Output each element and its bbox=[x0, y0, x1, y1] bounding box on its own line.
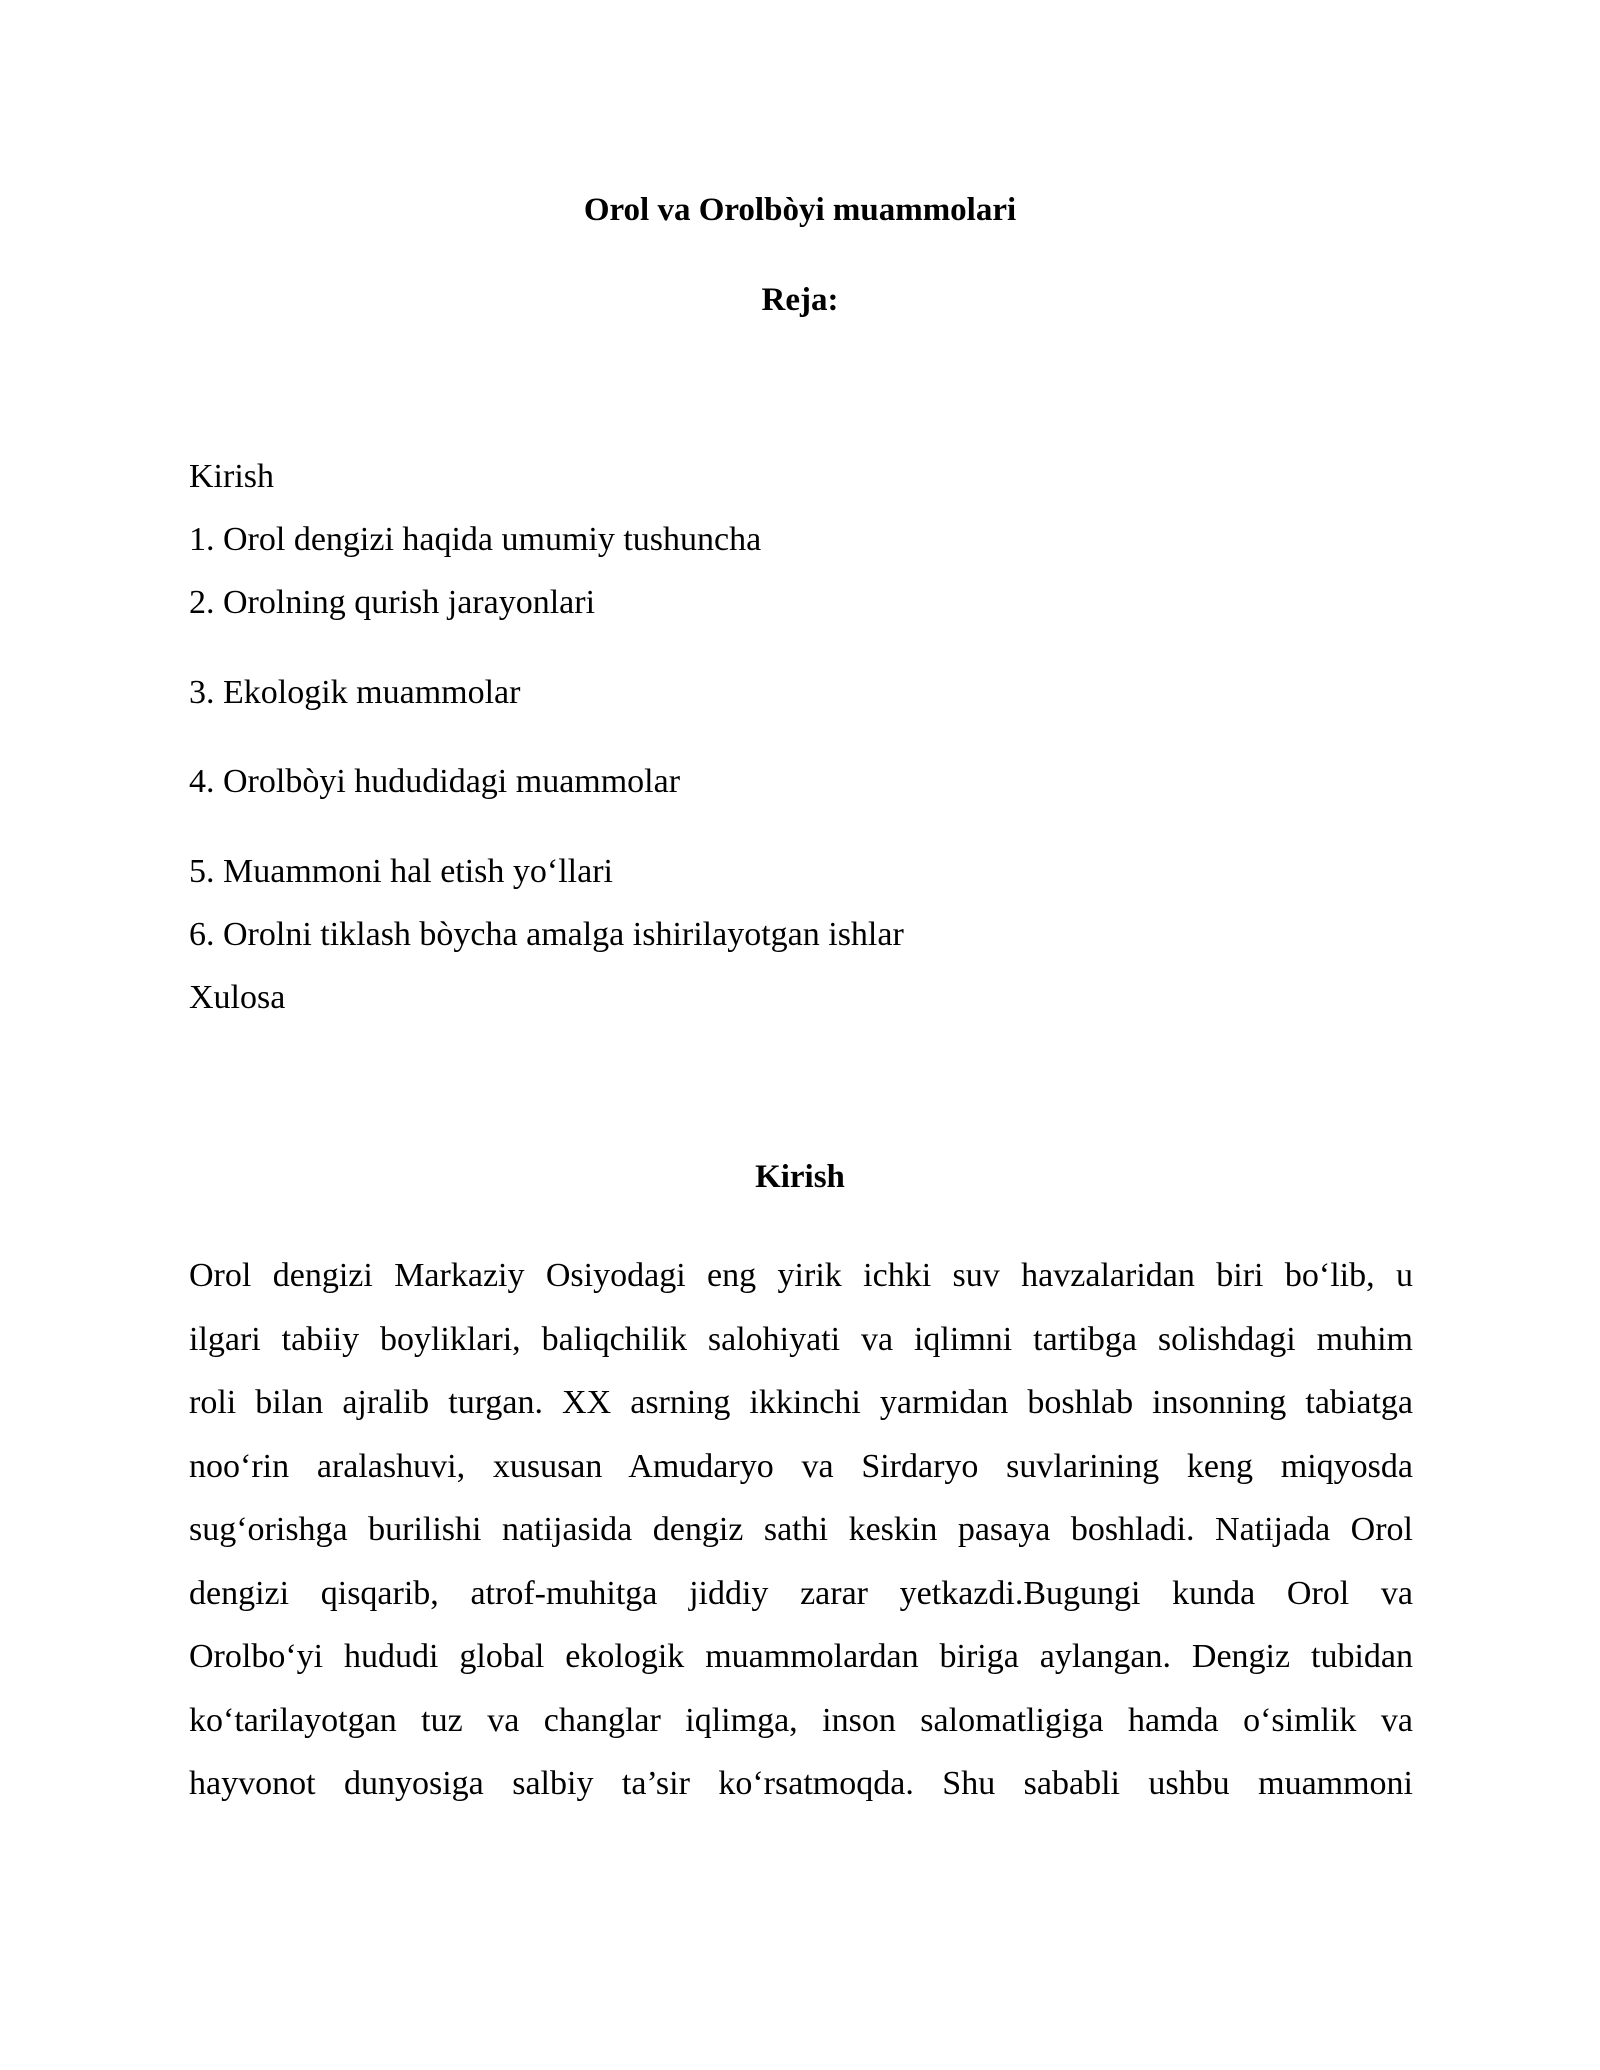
paragraph-line: dengizi qisqarib, atrof-muhitga jiddiy zarar yetkazdi.Bugungi kunda Orol va bbox=[189, 1574, 1413, 1612]
paragraph-line: Orolbo‘yi hududi global ekologik muammolardan biriga aylangan. Dengiz tubidan bbox=[189, 1638, 1413, 1675]
introduction-paragraph bbox=[189, 1244, 1413, 1816]
paragraph-line: sug‘orishga burilishi natijasida dengiz sathi keskin pasaya boshladi. Natijada Orol bbox=[189, 1511, 1413, 1548]
paragraph-line: ilgari tabiiy boyliklari, baliqchilik salohiyati va iqlimni tartibga solishdagi muhim bbox=[189, 1320, 1413, 1358]
plan-item-4: 4. Orolbòyi hududidagi muammolar bbox=[189, 763, 681, 800]
plan-item-3: 3. Ekologik muammolar bbox=[189, 674, 521, 711]
document-title: Orol va Orolbòyi muammolari bbox=[583, 192, 1017, 228]
plan-item-2: 2. Orolning qurish jarayonlari bbox=[189, 584, 596, 621]
paragraph-line: hayvonot dunyosiga salbiy ta’sir ko‘rsatmoqda. Shu sababli ushbu muammoni bbox=[189, 1765, 1413, 1802]
plan-item-6: 6. Orolni tiklash bòycha amalga ishirilayotgan ishlar bbox=[189, 916, 904, 953]
paragraph-line: roli bilan ajralib turgan. XX asrning ikkinchi yarmidan boshlab insonning tabiatga bbox=[189, 1384, 1413, 1421]
plan-item-introduction: Kirish bbox=[189, 458, 274, 495]
plan-item-1: 1. Orol dengizi haqida umumiy tushuncha bbox=[189, 521, 762, 558]
plan-heading: Reja: bbox=[761, 282, 839, 318]
section-heading-introduction: Kirish bbox=[755, 1159, 845, 1195]
paragraph-line: noo‘rin aralashuvi, xususan Amudaryo va Sirdaryo suvlarining keng miqyosda bbox=[189, 1447, 1413, 1485]
plan-item-5: 5. Muammoni hal etish yo‘llari bbox=[189, 853, 613, 890]
paragraph-line: Orol dengizi Markaziy Osiyodagi eng yirik ichki suv havzalaridan biri bo‘lib, u bbox=[189, 1257, 1413, 1294]
plan-item-conclusion: Xulosa bbox=[189, 979, 286, 1016]
paragraph-line: ko‘tarilayotgan tuz va changlar iqlimga, inson salomatligiga hamda o‘simlik va bbox=[189, 1701, 1413, 1739]
